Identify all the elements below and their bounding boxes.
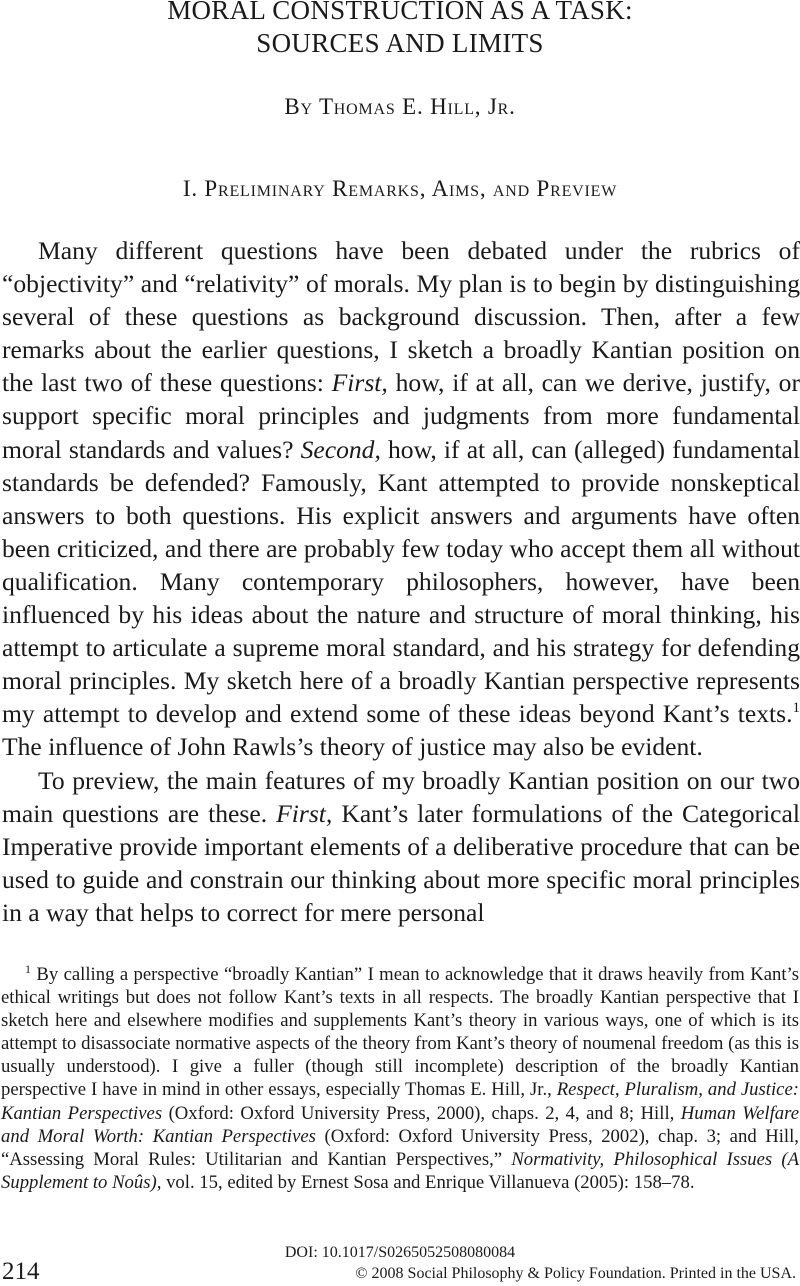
article-title-line-1: MORAL CONSTRUCTION AS A TASK:	[167, 0, 633, 25]
footnotes	[1, 963, 799, 1194]
article-title	[0, 0, 800, 60]
article-title-line-2: SOURCES AND LIMITS	[256, 28, 544, 58]
doi-line[interactable]: DOI: 10.1017/S0265052508080084	[284, 1244, 516, 1261]
footnote-number: 1	[25, 962, 31, 976]
footnote-reference[interactable]: 1	[792, 700, 800, 717]
article-author: By Thomas E. Hill, Jr.	[284, 94, 516, 119]
article-body	[2, 234, 800, 929]
page-number: 214	[2, 1258, 40, 1285]
section-heading: I. Preliminary Remarks, Aims, and Preview	[182, 176, 618, 201]
copyright-line: © 2008 Social Philosophy & Policy Foundation. Printed in the USA.	[355, 1265, 796, 1282]
footnote-1: $^1$ By calling a perspective “broadly Kantian” I mean to acknowledge that it draws heavily from Kant’s ethical writings but does not follow Kant’s texts in all respects. The broadly Kantian perspective that I sketch here and elsewhere modifies and supplements Kant’s theory in various ways, one of which is its attempt to disassociate normative aspects of the theory from Kant’s theory of noumenal freedom (as this is usually understood). I give a fuller (though still incomplete) description of the broadly Kantian perspective I have in mind in other essays, especially Thomas E. Hill, Jr., Respect, Pluralism, and Justice: Kantian Perspectives (Oxford: Oxford University Press, 2000), chaps. 2, 4, and 8; Hill, Human Welfare and Moral Worth: Kantian Perspectives (Oxford: Oxford University Press, 2002), chap. 3; and Hill, “Assessing Moral Rules: Utilitarian and Kantian Perspectives,” Normativity, Philosophical Issues (A Supplement to Noûs), vol. 15, edited by Ernest Sosa and Enrique Villanueva (2005): 158–78.	[1, 962, 800, 1193]
body-paragraph-1: Many different questions have been debated under the rubrics of “objectivity” and “relativity” of morals. My plan is to begin by distinguishing several of these questions as background discussion. Then, after a few remarks about the earlier questions, I sketch a broadly Kantian position on the last two of these questions: First, how, if at all, can we derive, justify, or support specific moral principles and judgments from more fundamental moral standards and values? Second, how, if at all, can (alleged) fundamental standards be defended? Famously, Kant attempted to provide nonskeptical answers to both questions. His explicit answers and arguments have often been criticized, and there are probably few today who accept them all without qualification. Many contemporary philosophers, however, have been influenced by his ideas about the nature and structure of moral thinking, his attempt to articulate a supreme moral standard, and his strategy for defending moral principles. My sketch here of a broadly Kantian perspective represents my attempt to develop and extend some of these ideas beyond Kant’s texts.$^1$ The influence of John Rawls’s theory of justice may also be evident.	[2, 236, 800, 762]
body-paragraph-2: To preview, the main features of my broadly Kantian position on our two main questions are these. First, Kant’s later formulations of the Categorical Imperative provide important elements of a deliberative procedure that can be used to guide and constrain our thinking about more specific moral principles in a way that helps to correct for mere personal	[2, 765, 800, 927]
